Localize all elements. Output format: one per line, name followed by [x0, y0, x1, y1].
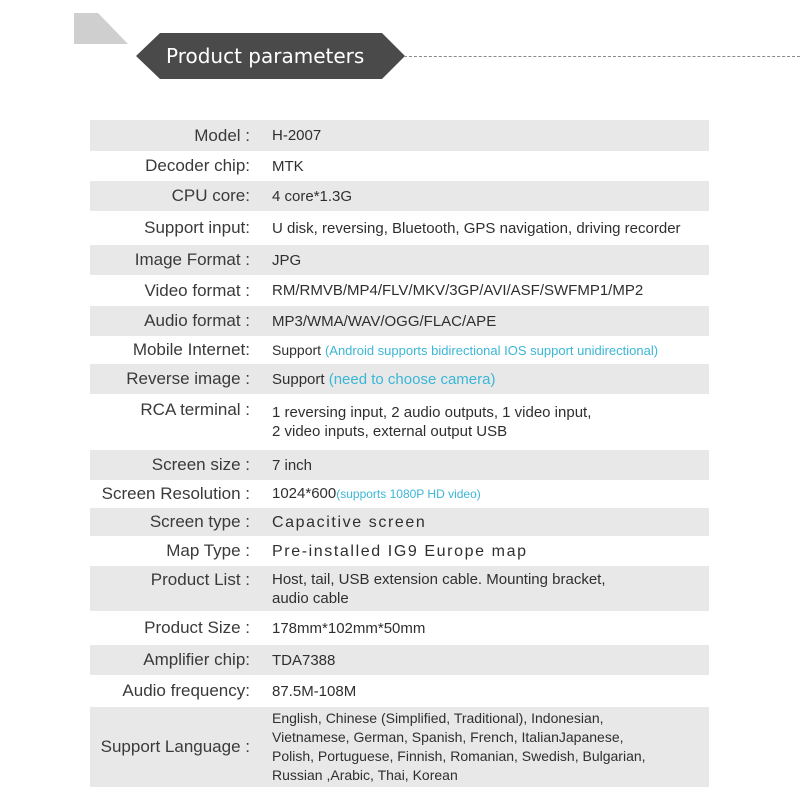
param-value: H-2007 — [272, 127, 322, 144]
value-line: 2 video inputs, external output USB — [272, 423, 508, 440]
param-row-screen-type — [90, 508, 709, 536]
param-row-product-size — [90, 611, 709, 645]
param-label: CPU core: — [171, 186, 250, 205]
param-value: 4 core*1.3G — [272, 187, 353, 205]
value-line: audio cable — [272, 589, 349, 607]
value-note: (Android supports bidirectional IOS support unidirectional) — [324, 342, 659, 358]
value-note: (supports 1080P HD video) — [336, 487, 481, 501]
param-label: Support input: — [144, 218, 250, 237]
param-label: Screen size : — [151, 455, 250, 474]
param-row-audio-format — [90, 306, 709, 336]
dashed-divider — [404, 56, 800, 57]
param-row-cpu-core — [90, 181, 709, 211]
value-note: (need to choose camera) — [328, 370, 496, 388]
param-row-audio-frequency — [90, 675, 709, 707]
param-value — [250, 341, 709, 360]
param-value: 7 inch — [272, 456, 313, 474]
param-value — [250, 403, 709, 441]
param-row-support-language — [90, 707, 709, 787]
param-label: Model : — [194, 125, 250, 145]
param-row-reverse-image — [90, 364, 709, 394]
param-label: RCA terminal : — [140, 400, 250, 419]
param-value: U disk, reversing, Bluetooth, GPS navigation, driving recorder — [272, 219, 681, 237]
value-text: 1024*600 — [272, 485, 337, 502]
param-value: MP3/WMA/WAV/OGG/FLAC/APE — [272, 312, 497, 330]
param-label: Product Size : — [144, 618, 250, 637]
param-value — [250, 570, 709, 608]
parameters-table — [90, 120, 709, 787]
param-value — [250, 709, 709, 785]
value-text: Support — [272, 370, 325, 388]
value-line: Host, tail, USB extension cable. Mounting bracket, — [272, 570, 606, 588]
param-label: Reverse image : — [126, 369, 250, 388]
param-value: JPG — [272, 251, 302, 269]
param-value: Capacitive screen — [272, 513, 427, 531]
param-value: RM/RMVB/MP4/FLV/MKV/3GP/AVI/ASF/SWFMP1/MP2 — [272, 282, 644, 299]
param-row-map-type — [90, 536, 709, 566]
value-line: Polish, Portuguese, Finnish, Romanian, Swedish, Bulgarian, — [272, 748, 646, 764]
param-label: Decoder chip: — [145, 156, 250, 175]
param-label: Map Type : — [166, 541, 250, 560]
param-label: Support Language : — [100, 737, 250, 756]
param-label: Amplifier chip: — [143, 650, 250, 669]
param-value — [250, 484, 709, 504]
param-label: Product List : — [150, 570, 250, 589]
param-row-amplifier-chip — [90, 645, 709, 675]
param-label: Mobile Internet: — [132, 340, 250, 359]
value-line: 1 reversing input, 2 audio outputs, 1 video input, — [272, 404, 592, 421]
param-row-rca-terminal — [90, 394, 709, 450]
param-label: Screen type : — [149, 512, 250, 531]
param-row-image-format — [90, 245, 709, 275]
param-value — [250, 370, 709, 389]
param-label: Image Format : — [134, 250, 250, 269]
value-line: Vietnamese, German, Spanish, French, ItalianJapanese, — [272, 729, 624, 745]
param-label: Screen Resolution : — [101, 484, 250, 503]
banner-shape — [0, 0, 800, 100]
param-row-video-format — [90, 275, 709, 306]
param-label: Audio frequency: — [122, 681, 250, 700]
param-row-mobile-internet — [90, 336, 709, 364]
param-row-product-list — [90, 566, 709, 611]
param-label: Video format : — [144, 280, 250, 300]
param-value: Pre-installed IG9 Europe map — [272, 542, 528, 560]
param-row-decoder-chip — [90, 151, 709, 181]
value-line: Russian ,Arabic, Thai, Korean — [272, 767, 458, 783]
value-line: English, Chinese (Simplified, Traditional), Indonesian, — [272, 710, 604, 726]
param-row-screen-size — [90, 450, 709, 480]
param-label: Audio format : — [144, 311, 250, 330]
page-title: Product parameters — [166, 44, 365, 68]
param-value: MTK — [272, 157, 304, 175]
param-value: 178mm*102mm*50mm — [272, 619, 426, 637]
param-row-screen-resolution — [90, 480, 709, 508]
param-value: 87.5M-108M — [272, 682, 357, 700]
param-row-model — [90, 120, 709, 151]
value-text: Support — [272, 341, 322, 358]
header-banner — [0, 0, 800, 100]
param-row-support-input — [90, 211, 709, 245]
param-value: TDA7388 — [272, 651, 336, 669]
